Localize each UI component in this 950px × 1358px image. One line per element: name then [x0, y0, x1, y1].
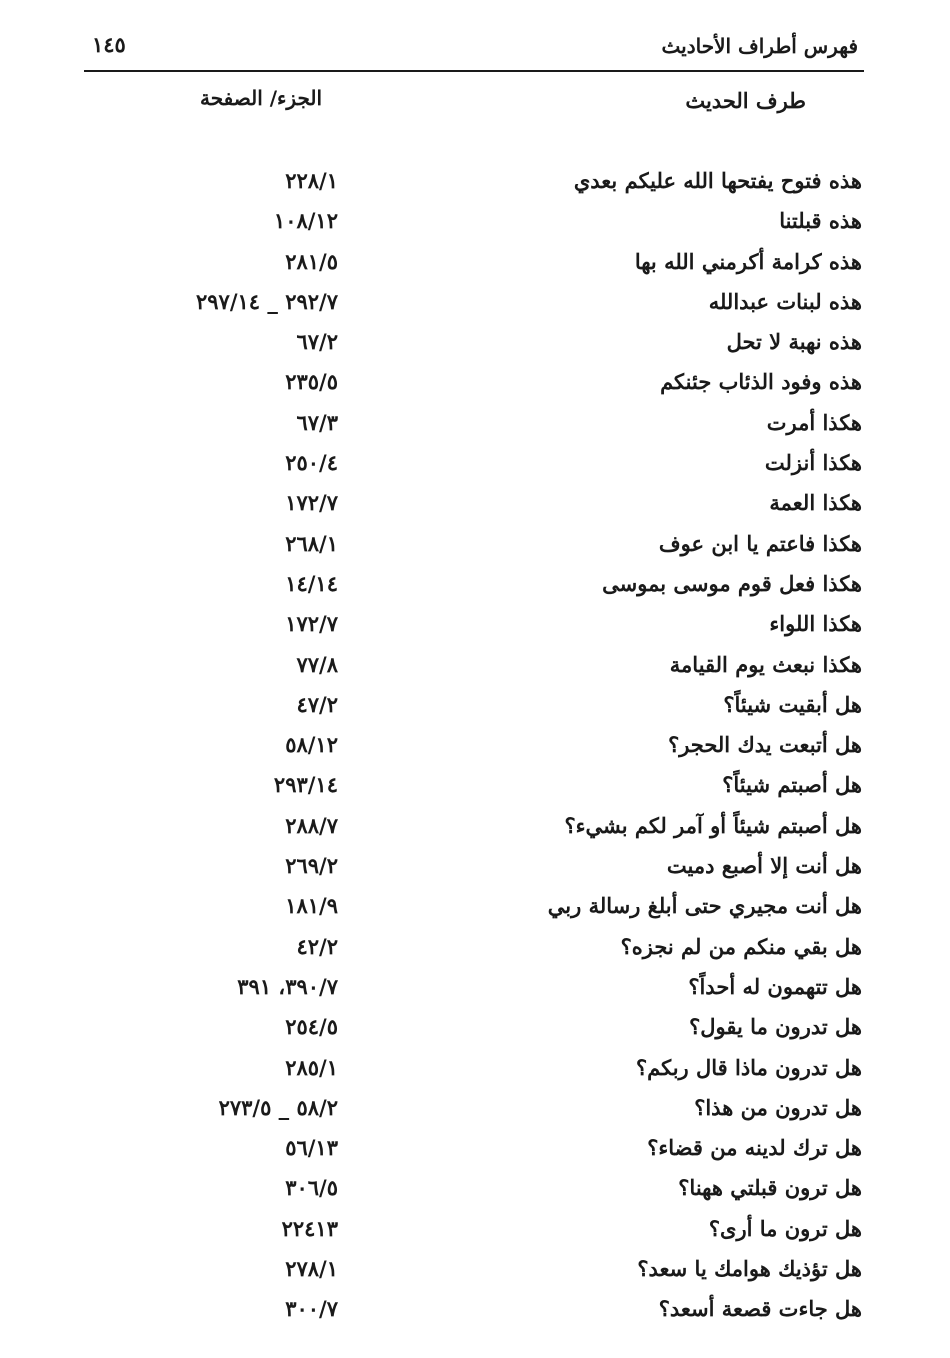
page-number: ١٤٥ — [92, 32, 126, 57]
hadith-text: هذه فتوح يفتحها الله عليكم بعدي — [573, 168, 862, 193]
volume-page-ref: ٢٥٠/٤ — [285, 450, 338, 476]
volume-page-ref: ٤٧/٢ — [296, 691, 338, 717]
header-rule — [84, 70, 864, 72]
volume-page-ref: ٥٨/٢ _ ٢٧٣/٥ — [218, 1094, 338, 1120]
volume-page-ref: ٢٢٤١٣ — [281, 1215, 338, 1241]
index-entry — [150, 365, 862, 405]
volume-page-ref: ٢٦٨/١ — [285, 530, 338, 556]
volume-page-ref: ٢٧٨/١ — [285, 1256, 338, 1282]
volume-page-ref: ٤٢/٢ — [296, 933, 338, 959]
hadith-text: هكذا أنزلت — [764, 450, 862, 476]
index-entry — [150, 1212, 862, 1252]
index-entry — [150, 1131, 862, 1171]
volume-page-ref: ٣٠٦/٥ — [285, 1175, 338, 1201]
index-entry — [150, 768, 862, 808]
volume-page-ref: ٢٨٨/٧ — [285, 812, 338, 838]
index-entry — [150, 325, 862, 365]
volume-page-ref: ١٧٢/٧ — [285, 611, 338, 637]
volume-page-ref: ٢٨٥/١ — [285, 1054, 338, 1080]
index-entry — [150, 607, 862, 647]
hadith-text: هل بقي منكم من لم نجزه؟ — [620, 933, 862, 959]
hadith-text: هل أنت إلا أصبع دميت — [666, 853, 862, 879]
hadith-text: هل تتهمون له أحداً؟ — [688, 973, 862, 999]
column-heading-reference: الجزء/ الصفحة — [200, 86, 323, 110]
hadith-text: هكذا أمرت — [766, 409, 862, 435]
index-entry — [150, 809, 862, 849]
hadith-text: هكذا نبعث يوم القيامة — [669, 651, 862, 677]
volume-page-ref: ٢٦٩/٢ — [285, 853, 338, 879]
volume-page-ref: ١٤/١٤ — [285, 570, 338, 596]
volume-page-ref: ٣٠٠/٧ — [285, 1296, 338, 1322]
index-entry — [150, 406, 862, 446]
volume-page-ref: ٥٦/١٣ — [285, 1135, 338, 1161]
column-heading-hadith: طرف الحديث — [685, 88, 806, 113]
index-entry — [150, 1010, 862, 1050]
volume-page-ref: ١٨١/٩ — [285, 893, 338, 919]
index-entry — [150, 245, 862, 285]
volume-page-ref: ٢٩٢/٧ _ ٢٩٧/١٤ — [196, 288, 338, 314]
hadith-text: هل أبقيت شيئاً؟ — [723, 691, 862, 717]
volume-page-ref: ٣٩٠/٧، ٣٩١ — [237, 973, 338, 999]
hadith-text: هذه وفود الذئاب جئنكم — [660, 369, 862, 395]
volume-page-ref: ٢٥٤/٥ — [285, 1014, 338, 1040]
hadith-text: هكذا فاعتم يا ابن عوف — [658, 530, 862, 556]
volume-page-ref: ٢٩٣/١٤ — [273, 772, 338, 798]
index-entry — [150, 567, 862, 607]
index-entry — [150, 446, 862, 486]
hadith-text: هل تدرون ماذا قال ربكم؟ — [635, 1054, 862, 1080]
hadith-text: هذه لبنات عبدالله — [708, 288, 862, 314]
volume-page-ref: ٢٨١/٥ — [285, 248, 338, 274]
volume-page-ref: ٦٧/٣ — [296, 409, 338, 435]
hadith-text: هكذا فعل قوم موسى بموسى — [602, 570, 862, 596]
hadith-index-list — [150, 164, 862, 1333]
index-entry — [150, 204, 862, 244]
hadith-text: هذه قبلتنا — [779, 208, 862, 234]
hadith-text: هل أنت مجيري حتى أبلغ رسالة ربي — [547, 893, 862, 919]
index-entry — [150, 648, 862, 688]
index-entry — [150, 285, 862, 325]
index-entry — [150, 486, 862, 526]
index-entry — [150, 1252, 862, 1292]
volume-page-ref: ١٠٨/١٢ — [273, 208, 338, 234]
index-entry — [150, 930, 862, 970]
hadith-text: هل ترون قبلتي ههنا؟ — [678, 1175, 862, 1201]
hadith-text: هذه نهبة لا تحل — [726, 329, 862, 355]
hadith-text: هل أصبتم شيئاً أو آمر لكم بشيء؟ — [564, 812, 862, 838]
index-entry — [150, 164, 862, 204]
index-entry — [150, 1091, 862, 1131]
volume-page-ref: ٧٧/٨ — [296, 651, 338, 677]
index-entry — [150, 1292, 862, 1332]
volume-page-ref: ٥٨/١٢ — [285, 732, 338, 758]
hadith-text: هل تؤذيك هوامك يا سعد؟ — [637, 1256, 862, 1282]
index-entry — [150, 728, 862, 768]
hadith-text: هل أصبتم شيئاً؟ — [722, 772, 862, 798]
hadith-text: هل أتبعت يدك الحجر؟ — [668, 732, 862, 758]
hadith-text: هل تدرون من هذا؟ — [694, 1094, 862, 1120]
hadith-text: هل ترون ما أرى؟ — [708, 1215, 862, 1241]
index-entry — [150, 1051, 862, 1091]
hadith-text: هل ترك لدينه من قضاء؟ — [647, 1135, 862, 1161]
hadith-text: هكذا اللواء — [769, 611, 862, 637]
hadith-text: هل جاءت قصعة أسعد؟ — [658, 1296, 862, 1322]
volume-page-ref: ٢٢٨/١ — [285, 168, 338, 193]
volume-page-ref: ٦٧/٢ — [296, 329, 338, 355]
hadith-text: هكذا العمة — [769, 490, 862, 516]
index-entry — [150, 889, 862, 929]
hadith-text: هذه كرامة أكرمني الله بها — [634, 248, 862, 274]
index-entry — [150, 970, 862, 1010]
volume-page-ref: ١٧٢/٧ — [285, 490, 338, 516]
volume-page-ref: ٢٣٥/٥ — [285, 369, 338, 395]
index-entry — [150, 849, 862, 889]
index-entry — [150, 1171, 862, 1211]
hadith-text: هل تدرون ما يقول؟ — [689, 1014, 862, 1040]
index-entry — [150, 527, 862, 567]
index-entry — [150, 688, 862, 728]
running-title: فهرس أطراف الأحاديث — [661, 34, 858, 58]
